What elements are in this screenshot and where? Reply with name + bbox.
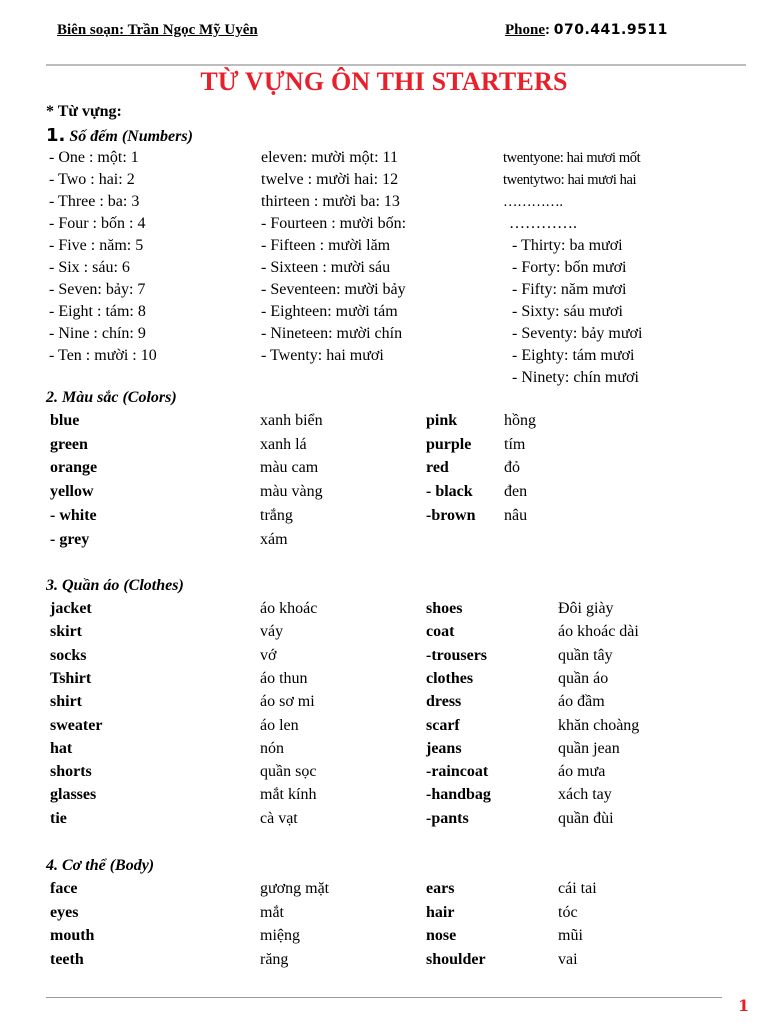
vocab-meaning: xanh biển xyxy=(260,412,323,429)
vocab-meaning: áo khoác dài xyxy=(558,623,639,641)
table-row xyxy=(0,434,768,456)
table-row xyxy=(0,191,768,213)
phone-line: Phone: 070.441.9511 xyxy=(505,22,668,38)
vocab-word: -trousers xyxy=(426,646,488,664)
vocab-heading: * Từ vựng: xyxy=(46,103,122,120)
section-numbers-heading xyxy=(46,125,193,146)
vocab-meaning: răng xyxy=(260,951,289,969)
vocab-meaning: cà vạt xyxy=(260,809,298,827)
vocab-meaning: xách tay xyxy=(558,786,612,804)
number-entry: …………. xyxy=(503,194,563,210)
table-row xyxy=(0,235,768,257)
number-entry: - Nine : chín: 9 xyxy=(49,325,146,342)
number-entry: eleven: mười một: 11 xyxy=(261,149,398,166)
vocab-word: teeth xyxy=(50,951,84,969)
vocab-word: shoulder xyxy=(426,951,486,969)
number-entry: - Sixteen : mười sáu xyxy=(261,259,391,276)
number-entry: - Eighteen: mười tám xyxy=(261,303,398,320)
author-label: Biên soạn xyxy=(57,22,120,38)
table-row xyxy=(0,761,768,783)
vocab-meaning: áo len xyxy=(260,716,299,734)
table-row xyxy=(0,505,768,527)
table-row xyxy=(0,345,768,367)
vocab-word: scarf xyxy=(426,716,460,734)
vocab-meaning: nón xyxy=(260,739,284,757)
table-row xyxy=(0,279,768,301)
vocab-meaning: mắt xyxy=(260,903,284,921)
vocab-meaning: mắt kính xyxy=(260,786,317,804)
vocab-meaning: quần jean xyxy=(558,739,620,757)
vocab-meaning: áo khoác xyxy=(260,600,318,617)
number-entry: - Fourteen : mười bốn: xyxy=(261,215,407,232)
vocab-meaning: cái tai xyxy=(558,880,597,897)
table-row xyxy=(0,169,768,191)
vocab-word: - black xyxy=(426,483,473,501)
vocab-word: - white xyxy=(50,506,97,524)
number-entry: - One : một: 1 xyxy=(49,149,139,166)
vocab-meaning: quần đùi xyxy=(558,809,614,827)
section-numbers-title: Số đếm (Numbers) xyxy=(69,128,193,145)
number-entry: - Twenty: hai mươi xyxy=(261,347,384,364)
number-entry: - Four : bốn : 4 xyxy=(49,215,146,232)
vocab-meaning: xanh lá xyxy=(260,435,307,453)
number-entry: - Seventeen: mười bảy xyxy=(261,281,406,298)
table-row xyxy=(0,147,768,169)
table-row xyxy=(0,784,768,806)
vocab-meaning: màu cam xyxy=(260,459,319,477)
table-row xyxy=(0,410,768,432)
number-entry: twentyone: hai mươi mốt xyxy=(503,150,641,166)
vocab-meaning: áo thun xyxy=(260,669,308,687)
table-row xyxy=(0,257,768,279)
vocab-word: -raincoat xyxy=(426,763,489,781)
vocab-word: glasses xyxy=(50,786,97,804)
vocab-meaning: quần sọc xyxy=(260,763,317,781)
vocab-word: shorts xyxy=(50,763,92,781)
table-row xyxy=(0,598,768,620)
vocab-word: yellow xyxy=(50,483,94,501)
vocab-word: jacket xyxy=(50,600,92,617)
vocab-word: coat xyxy=(426,623,455,641)
number-entry: - Three : ba: 3 xyxy=(49,193,140,210)
vocab-meaning: tím xyxy=(504,435,526,453)
vocab-meaning: xám xyxy=(260,530,288,548)
vocab-word: pink xyxy=(426,412,458,429)
number-entry: - Fifty: năm mươi xyxy=(512,281,627,298)
vocab-word: Tshirt xyxy=(50,669,92,687)
vocab-meaning: quần áo xyxy=(558,669,609,687)
table-row xyxy=(0,691,768,713)
number-entry: - Forty: bốn mươi xyxy=(512,259,627,276)
vocab-meaning: váy xyxy=(260,623,284,641)
vocab-meaning: áo đầm xyxy=(558,693,605,711)
vocab-meaning: mũi xyxy=(558,927,583,945)
number-entry: - Five : năm: 5 xyxy=(49,237,144,254)
vocab-meaning: tóc xyxy=(558,903,578,921)
vocab-word: mouth xyxy=(50,927,95,945)
number-entry: twelve : mười hai: 12 xyxy=(261,171,399,188)
number-entry: - Eight : tám: 8 xyxy=(49,303,146,320)
table-row xyxy=(0,668,768,690)
table-row xyxy=(0,621,768,643)
table-row xyxy=(0,213,768,235)
vocab-word: -brown xyxy=(426,506,476,524)
vocab-meaning: trắng xyxy=(260,506,293,524)
number-entry: - Ninety: chín mươi xyxy=(512,369,639,386)
number-entry: - Six : sáu: 6 xyxy=(49,259,130,276)
table-row xyxy=(0,902,768,924)
vocab-meaning: vớ xyxy=(260,646,277,664)
number-entry: - Thirty: ba mươi xyxy=(512,237,623,254)
page-title: TỪ VỰNG ÔN THI STARTERS xyxy=(200,67,568,96)
number-entry: - Fifteen : mười lăm xyxy=(261,237,391,254)
table-row xyxy=(0,645,768,667)
number-entry: - Eighty: tám mươi xyxy=(512,347,635,364)
vocab-word: shirt xyxy=(50,693,82,711)
vocab-word: -pants xyxy=(426,809,469,827)
section-clothes-heading: 3. Quần áo (Clothes) xyxy=(46,577,184,594)
phone-value: 070.441.9511 xyxy=(553,22,668,38)
vocab-meaning: nâu xyxy=(504,506,528,524)
section-numbers-index: 1. xyxy=(46,125,66,146)
table-row xyxy=(0,808,768,830)
author-line: Biên soạn: Trần Ngọc Mỹ Uyên xyxy=(57,22,258,38)
number-entry: thirteen : mười ba: 13 xyxy=(261,193,400,210)
vocab-word: ears xyxy=(426,880,455,897)
number-entry: - Ten : mười : 10 xyxy=(49,347,157,364)
vocab-word: shoes xyxy=(426,600,463,617)
table-row xyxy=(0,925,768,947)
vocab-meaning: đỏ xyxy=(504,459,520,477)
table-row xyxy=(0,457,768,479)
page-number: 1 xyxy=(738,996,750,1015)
table-row xyxy=(0,481,768,503)
vocab-word: clothes xyxy=(426,669,474,687)
vocab-word: purple xyxy=(426,435,472,453)
vocab-word: socks xyxy=(50,646,87,664)
vocab-meaning: quần tây xyxy=(558,646,613,664)
table-row xyxy=(0,949,768,971)
table-row xyxy=(0,529,768,551)
vocab-word: jeans xyxy=(426,739,462,757)
vocab-meaning: vai xyxy=(558,951,578,969)
section-body-heading: 4. Cơ thể (Body) xyxy=(46,857,155,874)
vocab-word: orange xyxy=(50,459,98,477)
vocab-word: -handbag xyxy=(426,786,491,804)
vocab-meaning: hồng xyxy=(504,412,536,429)
vocab-word: green xyxy=(50,435,88,453)
phone-label: Phone xyxy=(505,22,546,38)
footer-divider xyxy=(46,997,722,998)
number-entry: …………. xyxy=(509,215,577,232)
table-row xyxy=(0,715,768,737)
number-entry: - Seven: bảy: 7 xyxy=(49,281,146,298)
vocab-meaning: miệng xyxy=(260,927,300,945)
vocab-word: blue xyxy=(50,412,80,429)
vocab-word: nose xyxy=(426,927,457,945)
vocab-meaning: áo sơ mi xyxy=(260,693,315,711)
vocab-word: sweater xyxy=(50,716,103,734)
section-colors-heading: 2. Màu sắc (Colors) xyxy=(46,389,177,406)
vocab-word: eyes xyxy=(50,903,79,921)
vocab-meaning: đen xyxy=(504,483,528,501)
header-divider xyxy=(46,64,746,66)
number-entry: - Two : hai: 2 xyxy=(49,171,135,188)
vocab-meaning: Đôi giày xyxy=(558,600,614,617)
vocab-word: skirt xyxy=(50,623,82,641)
vocab-word: hat xyxy=(50,739,73,757)
number-entry: twentytwo: hai mươi hai xyxy=(503,172,637,188)
author-name: Trần Ngọc Mỹ Uyên xyxy=(127,22,258,38)
table-row xyxy=(0,367,768,389)
vocab-meaning: khăn choàng xyxy=(558,716,640,734)
vocab-word: face xyxy=(50,880,78,897)
vocab-meaning: gương mặt xyxy=(260,880,330,897)
vocab-word: tie xyxy=(50,809,67,827)
number-entry: - Seventy: bảy mươi xyxy=(512,325,643,342)
number-entry: - Sixty: sáu mươi xyxy=(512,303,623,320)
number-entry: - Nineteen: mười chín xyxy=(261,325,403,342)
table-row xyxy=(0,301,768,323)
table-row xyxy=(0,738,768,760)
vocab-meaning: áo mưa xyxy=(558,763,606,781)
table-row xyxy=(0,323,768,345)
vocab-word: hair xyxy=(426,903,455,921)
table-row xyxy=(0,878,768,900)
vocab-word: red xyxy=(426,459,449,477)
vocab-meaning: màu vàng xyxy=(260,483,323,501)
vocab-word: dress xyxy=(426,693,462,711)
vocab-word: - grey xyxy=(50,530,90,548)
